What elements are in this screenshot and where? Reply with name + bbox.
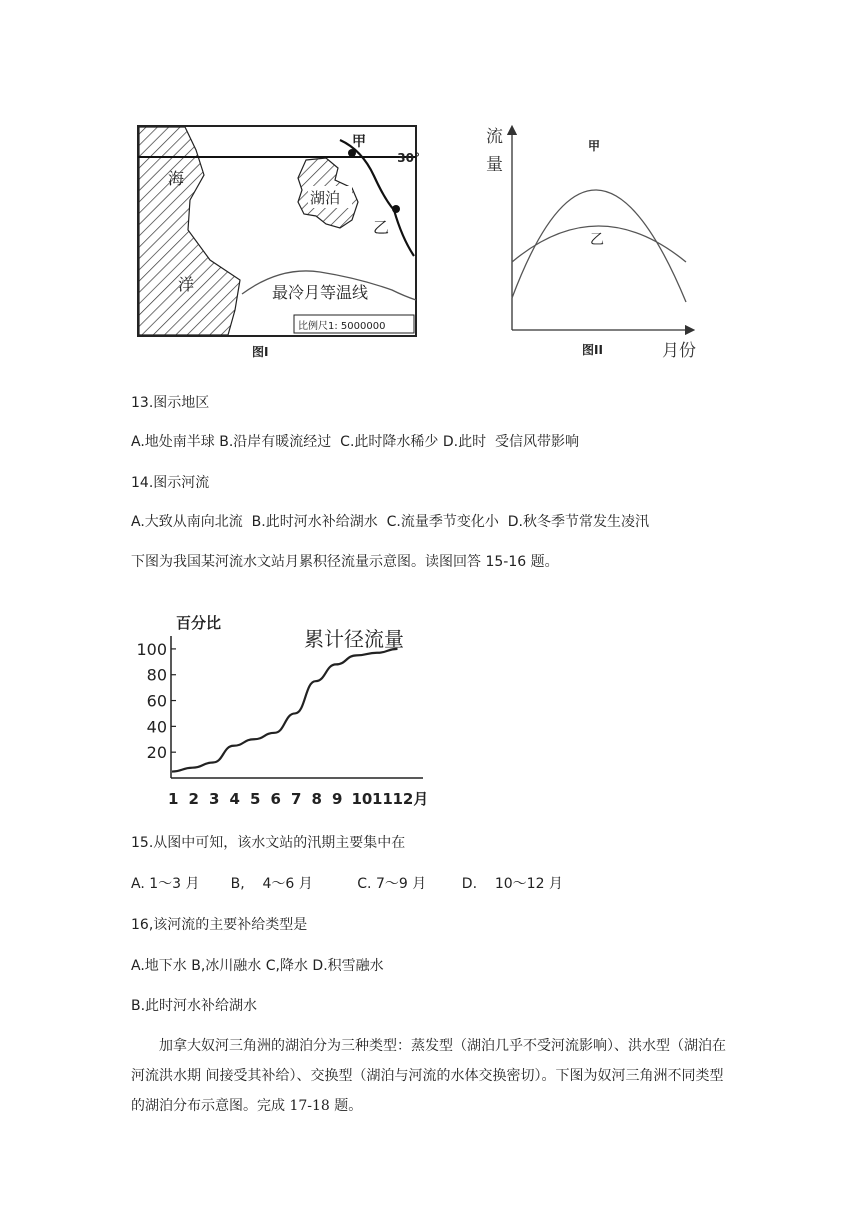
y-axis-label-2: 量 [486,155,503,175]
intro-15-16: 下图为我国某河流水文站月累积径流量示意图。读图回答 15-16 题。 [131,554,559,570]
sea-label-2: 洋 [178,275,195,294]
q13-stem: 13.图示地区 [131,395,210,411]
y-tick-label: 60 [146,691,167,711]
q15-options: A. 1～3 月 B, 4～6 月 C. 7～9 月 D. 10～12 月 [131,876,563,892]
point-a-label: 甲 [352,134,366,150]
chart-y-label: 百分比 [176,614,222,632]
x-tick-label: 7 [291,790,302,808]
figure-2-caption: 图II [582,343,603,357]
x-axis-label: 月份 [662,341,696,361]
series-a-label: 甲 [588,139,601,153]
y-tick-label: 20 [146,743,167,763]
q16-options: A.地下水 B,冰川融水 C,降水 D.积雪融水 [131,958,384,974]
y-tick-label: 40 [146,717,167,737]
figure-2-flow-chart [478,120,728,365]
extra-line: B.此时河水补给湖水 [131,998,258,1014]
x-tick-label: 3 [209,790,220,808]
x-tick-label: 8 [311,790,322,808]
q14-options: A.大致从南向北流 B.此时河水补给湖水 C.流量季节变化小 D.秋冬季节常发生凌汛 [131,514,649,530]
x-tick-label: 6 [270,790,281,808]
x-tick-label: 10 [351,790,373,808]
point-a-marker [348,149,356,157]
y-tick-label: 100 [136,639,167,659]
lake-label: 湖泊 [310,189,341,207]
series-b-label: 乙 [590,232,604,248]
chart-title: 累计径流量 [304,627,404,651]
scale-label: 比例尺1: 5000000 [298,321,386,332]
paragraph-17-18: 加拿大奴河三角洲的湖泊分为三种类型：蒸发型（湖泊几乎不受河流影响）、洪水型（湖泊在河流洪水期 间接受其补给）、交换型（湖泊与河流的水体交换密切）。下图为奴河三角洲不同类型的湖泊分布示意图。完成 17-18 题。 [131,1038,726,1114]
x-tick-label: 1 [168,790,179,808]
sea-label-1: 海 [168,169,185,188]
figure-1-caption: 图I [252,345,269,359]
figure-1-map [130,120,430,365]
x-tick-label: 2 [188,790,199,808]
x-tick-label: 5 [250,790,261,808]
y-tick-label: 80 [146,665,167,685]
y-axis-label-1: 流 [486,127,503,147]
point-b-marker [392,205,400,213]
x-tick-label: 11 [372,790,393,808]
x-tick-label: 12月 [392,790,429,808]
x-tick-label: 9 [332,790,343,808]
q15-stem: 15.从图中可知，该水文站的汛期主要集中在 [131,835,406,851]
point-b-label: 乙 [373,218,390,237]
q13-options: A.地处南半球 B.沿岸有暖流经过 C.此时降水稀少 D.此时 受信风带影响 [131,434,579,450]
cumulative-runoff-chart [128,598,438,813]
q14-stem: 14.图示河流 [131,475,210,491]
latitude-label: 30° [397,151,420,165]
x-tick-label: 4 [229,790,240,808]
isotherm-label: 最冷月等温线 [272,283,369,302]
q16-stem: 16,该河流的主要补给类型是 [131,917,308,933]
series-cumulative-line [172,649,398,772]
